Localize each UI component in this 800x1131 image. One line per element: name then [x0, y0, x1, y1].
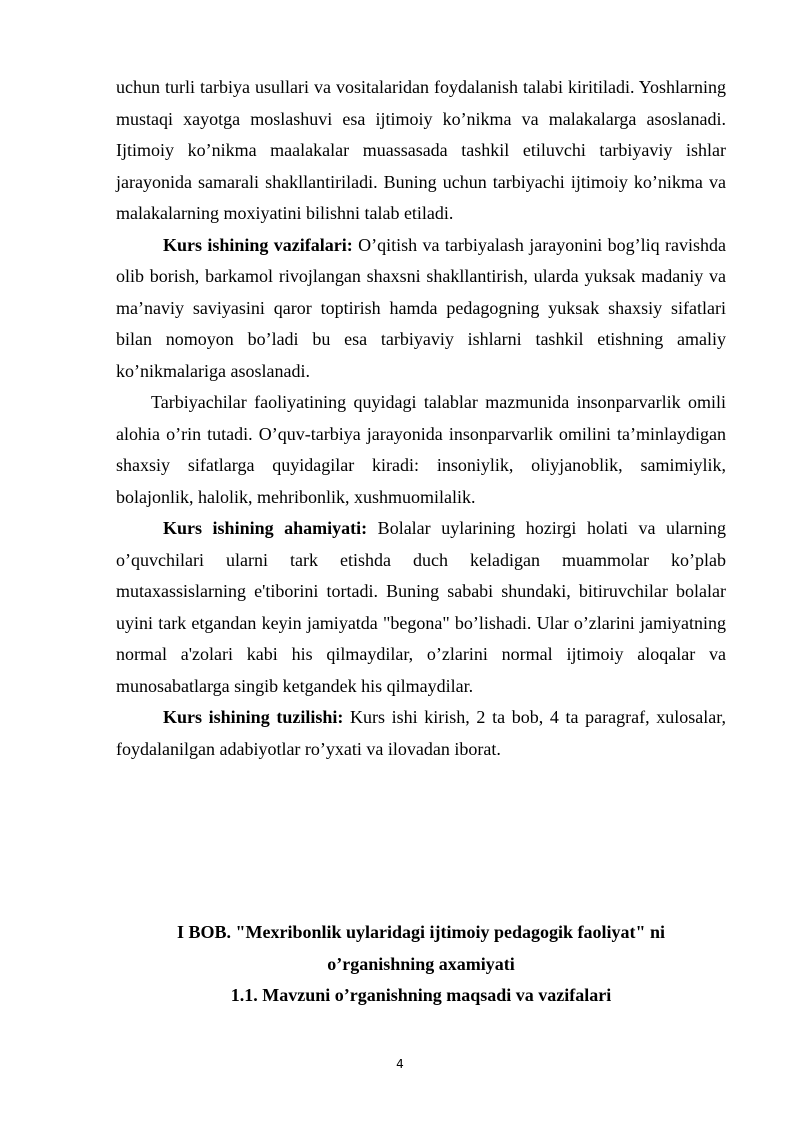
chapter-heading: [116, 917, 726, 1012]
chapter-title-line2: o’rganishning axamiyati: [327, 953, 515, 974]
tasks-text: O’qitish va tarbiyalash jarayonini bog’liq ravishda olib borish, barkamol rivojlangan shaxsni shakllantirish, ularda yuksak madaniy va ma’naviy saviyasini qaror toptirish hamda pedagogning yuksak shaxsiy sifatlari bilan nomoyon bo’ladi bu esa tarbiyaviy ishlarni tashkil etishning amaliy ko’nikmalariga asoslanadi.: [116, 234, 726, 381]
paragraph-tasks: [116, 230, 726, 388]
importance-label: Kurs ishining ahamiyati:: [163, 518, 368, 538]
structure-text: Kurs ishi kirish, 2 ta bob, 4 ta paragraf, xulosalar, foydalanilgan adabiyotlar ro’yxati va ilovadan iborat.: [116, 707, 726, 759]
section-title: 1.1. Mavzuni o’rganishning maqsadi va vazifalari: [230, 985, 612, 1005]
structure-label: Kurs ishining tuzilishi:: [163, 707, 344, 727]
document-body: [116, 72, 726, 765]
paragraph-structure: [116, 702, 726, 765]
page-number: 4: [396, 1057, 404, 1071]
paragraph-importance: [116, 513, 726, 702]
chapter-title-line1: I BOB. "Mexribonlik uylaridagi ijtimoiy pedagogik faoliyat" ni: [176, 922, 666, 942]
paragraph-humanism: Tarbiyachilar faoliyatining quyidagi talablar mazmunida insonparvarlik omili alohia o’rin tutadi. O’quv-tarbiya jarayonida insonparvarlik omilini ta’minlaydigan shaxsiy sifatlarga quyidagilar kiradi: insoniylik, oliyjanoblik, samimiylik, bolajonlik, halolik, mehribonlik, xushmuomilalik.: [116, 392, 726, 507]
tasks-label: Kurs ishining vazifalari:: [163, 234, 353, 255]
importance-text: Bolalar uylarining hozirgi holati va ularning o’quvchilari ularni tark etishda duch keladigan muammolar ko’plab mutaxassislarning e'tiborini tortadi. Buning sababi shundaki, bitiruvchilar bolalar uyini tark etgandan keyin jamiyatda "begona" bo’lishadi. Ular o’zlarini jamiyatning normal a'zolari kabi his qilmaydilar, o’zlarini normal ijtimoiy aloqalar va munosabatlarga singib ketgandek his qilmaydilar.: [116, 518, 727, 696]
paragraph-intro: uchun turli tarbiya usullari va vositalaridan foydalanish talabi kiritiladi. Yoshlarning mustaqi xayotga moslashuvi esa ijtimoiy ko’nikma va malakalarga asoslanadi. Ijtimoiy ko’nikma maalakalar muassasada tashkil etiluvchi tarbiyaviy ishlar jarayonida samarali shakllantiriladi. Buning uchun tarbiyachi ijtimoiy ko’nikma va malakalarning moxiyatini bilishni talab etiladi.: [116, 77, 726, 223]
